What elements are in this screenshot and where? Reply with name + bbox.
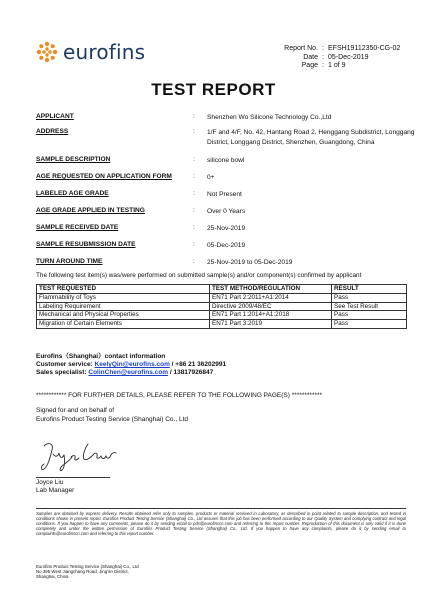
table-row <box>37 311 407 320</box>
table-cell: Directive 2009/48/EC <box>210 302 332 311</box>
table-cell: See Test Result <box>332 302 407 311</box>
table-cell: Labeling Requirement <box>37 302 210 311</box>
customer-service-line <box>36 361 226 369</box>
table-row <box>37 293 407 302</box>
signer-name: Joyce Liu <box>36 479 64 486</box>
signature-line <box>36 477 110 478</box>
table-cell: Mechanical and Physical Properties <box>37 311 210 320</box>
table-header: TEST REQUESTED <box>37 285 210 294</box>
eurofins-logo <box>36 40 145 64</box>
handwritten-signature <box>38 436 128 476</box>
field-label: ADDRESS <box>36 128 69 135</box>
address-line: Eurofins Product Testing Service (Shanghai) Co., Ltd <box>36 564 139 569</box>
field-value: 05-Dec-2019 <box>207 242 246 249</box>
table-header: TEST METHOD/REGULATION <box>210 285 332 294</box>
contact-info <box>36 353 226 377</box>
table-header-row <box>37 285 407 294</box>
meta-value: EFSH19112350-CG-02 <box>328 45 401 52</box>
field-label: SAMPLE RECEIVED DATE <box>36 224 119 231</box>
table-row <box>37 302 407 311</box>
table-cell: EN71 Part 2:2011+A1:2014 <box>210 293 332 302</box>
meta-date: Date : 05-Dec-2019 <box>271 54 400 63</box>
field-value: Over 0 Years <box>207 208 246 215</box>
contact-phone: / +86 21 36202991 <box>169 360 227 368</box>
table-cell: Flammability of Toys <box>37 293 210 302</box>
address-line: No.395 West Jiangchang Road, Jing'an District, <box>36 569 129 575</box>
table-cell: EN71 Part 3:2019 <box>210 320 332 329</box>
field-value: 1/F and 4/F, No. 42, Hantang Road 2, Henggang Subdistrict, Longgang District, Longgang District, Shenzhen, Guangdong, China <box>207 129 415 146</box>
field-label: SAMPLE RESUBMISSION DATE <box>36 241 136 248</box>
field-label: APPLICANT <box>36 113 74 120</box>
report-meta <box>271 45 400 71</box>
divider <box>36 508 406 509</box>
meta-value: 1 of 9 <box>328 62 346 70</box>
table-cell: Pass <box>332 311 407 320</box>
sales-specialist-email-link[interactable]: ColinChen@eurofins.com <box>88 368 169 376</box>
signer-block <box>36 479 74 496</box>
page-title: TEST REPORT <box>151 80 276 99</box>
lab-address <box>36 564 139 580</box>
further-details-note: ************ FOR FURTHER DETAILS, PLEASE REFER TO THE FOLLOWING PAGE(S) ************ <box>36 392 323 399</box>
field-label: SAMPLE DESCRIPTION <box>36 156 111 163</box>
contact-label: Customer service: <box>36 360 95 368</box>
table-cell: Pass <box>332 293 407 302</box>
eurofins-dots-icon <box>36 41 58 63</box>
meta-key: Report No. <box>284 45 318 52</box>
table-cell: EN71 Part 1:2014+A1:2018 <box>210 311 332 320</box>
field-value: Shenzhen Wo Silicone Technology Co.,Ltd <box>207 114 332 121</box>
table-header: RESULT <box>332 285 407 294</box>
field-value: 25-Nov-2019 to 05-Dec-2019 <box>207 259 293 266</box>
contact-label: Sales specialist: <box>36 368 89 376</box>
field-value: silicone bowl <box>207 157 245 164</box>
table-cell: Pass <box>332 320 407 329</box>
signed-line: Signed for and on behalf of <box>36 407 115 414</box>
field-value: 25-Nov-2019 <box>207 225 246 232</box>
field-label: AGE REQUESTED ON APPLICATION FORM <box>36 173 172 180</box>
signer-title: Lab Manager <box>36 487 75 495</box>
sales-specialist-line <box>36 369 226 377</box>
meta-key: Date <box>303 53 318 61</box>
tests-intro: The following test item(s) was/were performed on submitted sample(s) and/or component(s) confirmed by applicant <box>36 272 362 279</box>
contact-phone: / 13817926847 <box>168 368 214 376</box>
customer-service-email-link[interactable]: KeelyQin@eurofins.com <box>94 360 170 368</box>
meta-key: Page <box>301 62 318 70</box>
meta-page: Page : 1 of 9 <box>271 62 400 71</box>
address-line: Shanghai, China <box>36 574 69 580</box>
signed-company: Eurofins Product Testing Service (Shanghai) Co., Ltd <box>36 415 188 423</box>
field-value: 0+ <box>207 174 215 181</box>
field-value: Not Present <box>207 191 242 198</box>
field-label: AGE GRADE APPLIED IN TESTING <box>36 207 145 214</box>
meta-report-no: Report No. : EFSH19112350-CG-02 <box>271 45 400 54</box>
field-label: LABELED AGE GRADE <box>36 190 109 197</box>
meta-value: 05-Dec-2019 <box>328 53 369 61</box>
signed-on-behalf <box>36 407 188 424</box>
logo-wordmark: eurofins <box>63 40 146 64</box>
field-label: TURN AROUND TIME <box>36 258 103 265</box>
table-row <box>37 320 407 329</box>
contact-heading: Eurofins（Shanghai）contact information <box>36 353 166 360</box>
disclaimer-text: Samples are obtained by express delivery. Results obtained refer only to samples, products or material received in Laboratory, as described in point related to sample description, and tested in conditions shown in present report. Eurofins Product Testing Service (Shanghai) Co., Ltd assures that this job has been performed according to our Quality System and complying contract and legal conditions. If you happen to have any comments, please do it by sending email to pds@eurofinscn.com and referring to this report number. Reproduction of this document is only valid if it is done completely and under the written permission of Eurofins Product Testing Service (Shanghai) Co., Ltd. If you happen to have any complaints, please do it by sending email to complaints@eurofinscn.com and referring to this report number. <box>36 511 406 537</box>
table-cell: Migration of Certain Elements <box>37 320 210 329</box>
test-table <box>36 284 407 329</box>
